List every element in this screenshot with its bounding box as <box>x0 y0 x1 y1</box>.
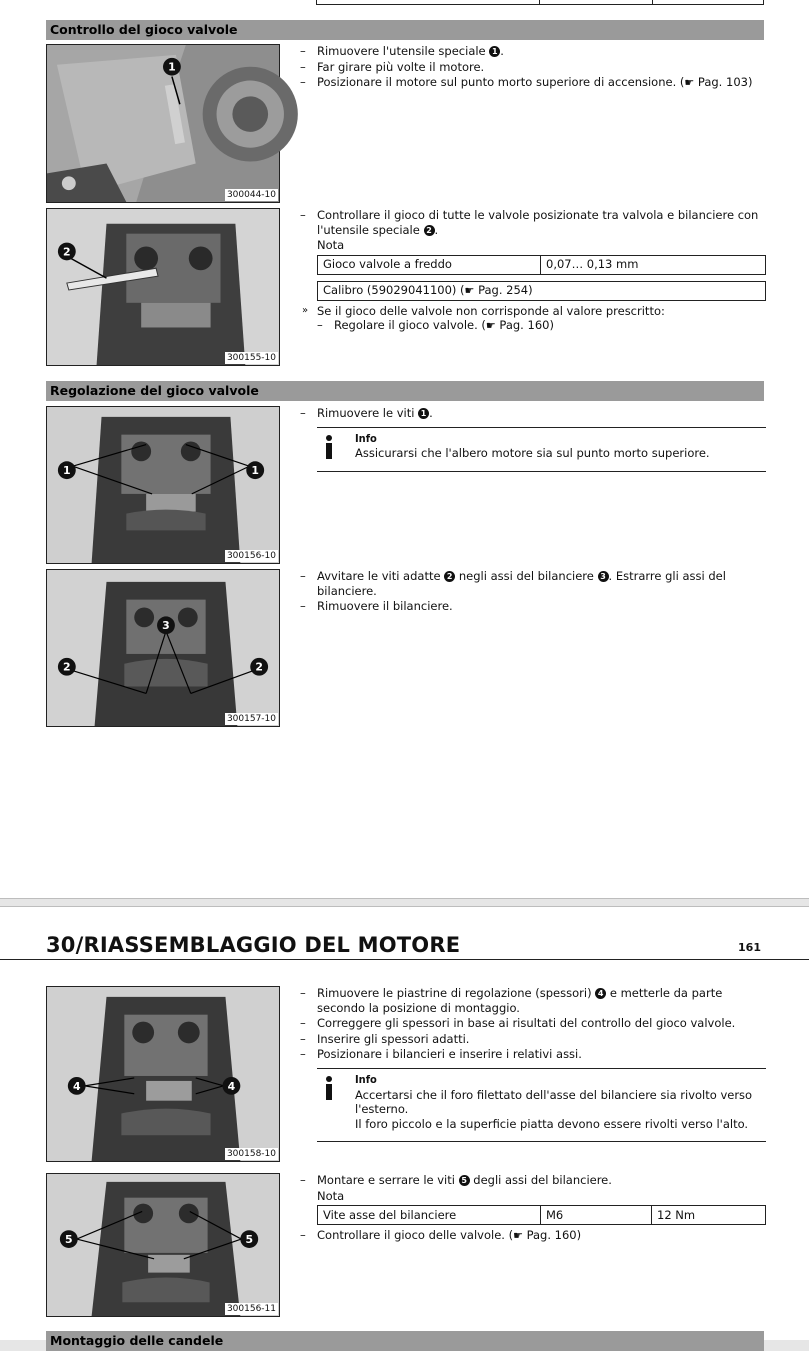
marker-2-icon: 2 <box>424 225 435 236</box>
page-ref: Pag. 160) <box>499 318 554 333</box>
marker-5-icon: 5 <box>459 1175 470 1186</box>
page-ref: Pag. 254) <box>478 282 533 297</box>
previous-table-remnant <box>316 0 764 5</box>
page-number: 161 <box>738 941 761 954</box>
pointing-hand-icon: ☛ <box>464 283 475 297</box>
title-rule <box>0 959 809 960</box>
svg-text:4: 4 <box>72 1079 81 1093</box>
step-text: degli assi del bilanciere. <box>473 1173 612 1187</box>
step-text: – Posizionare i bilancieri e inserire i relativi assi. <box>300 1047 766 1062</box>
info-heading: Info <box>355 431 377 445</box>
marker-3-icon: 3 <box>598 571 609 582</box>
marker-2-icon: 2 <box>444 571 455 582</box>
steps-block-4 <box>300 569 766 615</box>
page-ref: Pag. 103) <box>697 75 753 90</box>
marker-1: 1 <box>168 60 176 74</box>
photo-code: 300156-11 <box>226 1304 276 1314</box>
page-161 <box>0 906 809 1348</box>
photo-rocker-shafts <box>46 569 280 727</box>
spec-thread: M6 <box>541 1206 652 1225</box>
steps-block-1: – Rimuovere l'utensile speciale 1 . – Far girare più volte il motore. – Posizionare il motore sul punto morto superiore di accensione. (☛ Pag. 103) <box>300 44 766 92</box>
svg-text:2: 2 <box>63 245 71 259</box>
info-text: Il foro piccolo e la superficie piatta devono essere rivolti verso l'alto. <box>355 1116 749 1131</box>
tool-name: Calibro (59029041100) ( <box>323 282 465 297</box>
section-title-check: Controllo del gioco valvole <box>46 20 764 40</box>
section-title-next: Montaggio delle candele <box>46 1331 764 1351</box>
info-heading: Info <box>355 1072 377 1086</box>
svg-text:5: 5 <box>245 1233 254 1247</box>
svg-text:2: 2 <box>63 660 71 674</box>
step-text: Rimuovere l'utensile speciale <box>317 44 486 58</box>
step-text: – Rimuovere il bilanciere. <box>300 599 766 614</box>
step-text: Posizionare il motore sul punto morto superiore di accensione. ( <box>317 75 685 90</box>
section-title-adjust: Regolazione del gioco valvole <box>46 381 764 401</box>
step-text: – Correggere gli spessori in base ai risultati del controllo del gioco valvole. <box>300 1016 766 1031</box>
steps-block-2: – Controllare il gioco di tutte le valvole posizionate tra valvola e bilanciere con l'utensile speciale 2 . Nota Gioco valvole a freddo 0,07… 0,13 mm Calibro (59029041100) (☛ Pag. 254) » Se il gioco delle valvole non corrisponde al valore prescritto: – Regolare il gioco valvole. (☛ Pag. 160) <box>300 208 766 334</box>
steps-block-5 <box>300 986 766 1142</box>
step-text: Regolare il gioco valvole. ( <box>334 318 486 333</box>
svg-text:1: 1 <box>63 464 71 478</box>
spec-torque: 12 Nm <box>652 1206 766 1225</box>
pointing-hand-icon: ☛ <box>485 319 496 333</box>
step-text: negli assi del bilanciere <box>458 569 594 583</box>
spec-table-torque <box>317 1205 766 1225</box>
info-icon <box>320 434 338 460</box>
photo-code: 300157-10 <box>226 714 276 724</box>
info-box <box>317 1068 766 1142</box>
marker-1-icon: 1 <box>418 408 429 419</box>
condition-text: » Se il gioco delle valvole non corrisponde al valore prescritto: <box>300 304 766 319</box>
step-text: Controllare il gioco delle valvole. ( <box>317 1228 514 1243</box>
spec-label: Gioco valvole a freddo <box>318 255 541 274</box>
step-text: Controllare il gioco di tutte le valvole posizionate tra valvola e bilanciere con l'utensile speciale <box>317 208 759 237</box>
spec-label: Vite asse del bilanciere <box>318 1206 541 1225</box>
pointing-hand-icon: ☛ <box>513 1229 523 1243</box>
svg-text:5: 5 <box>65 1233 73 1247</box>
marker-4-icon: 4 <box>595 988 606 999</box>
photo-rocker-shaft-screws <box>46 1173 280 1317</box>
svg-text:4: 4 <box>227 1079 236 1093</box>
steps-block-6 <box>300 1173 766 1245</box>
photo-valve-check <box>46 208 280 366</box>
step-text: . Estrarre gli assi del bilanciere. <box>317 569 726 598</box>
svg-text:2: 2 <box>255 660 263 674</box>
svg-text:1: 1 <box>251 464 260 478</box>
pointing-hand-icon: ☛ <box>684 76 695 90</box>
photo-engine-cover <box>46 44 280 203</box>
photo-code: 300044-10 <box>226 190 276 200</box>
step-text: Rimuovere le viti <box>317 406 415 420</box>
page-title: 30/RIASSEMBLAGGIO DEL MOTORE <box>46 933 461 957</box>
info-text: Accertarsi che il foro filettato dell'asse del bilanciere sia rivolto verso l'esterno. <box>355 1087 753 1117</box>
step-text: e metterle da parte secondo la posizione di montaggio. <box>317 986 723 1015</box>
note-label: Nota <box>317 1188 345 1203</box>
step-text: Avvitare le viti adatte <box>317 569 441 583</box>
photo-rocker-screws <box>46 406 280 564</box>
step-text: – Inserire gli spessori adatti. <box>300 1032 766 1047</box>
photo-code: 300158-10 <box>226 1149 276 1159</box>
tool-table <box>317 281 766 301</box>
info-box <box>317 427 766 472</box>
svg-text:3: 3 <box>162 619 170 633</box>
spec-table-valve-clearance <box>317 255 766 275</box>
step-text: Rimuovere le piastrine di regolazione (spessori) <box>317 986 592 1000</box>
info-icon <box>320 1075 338 1101</box>
photo-code: 300156-10 <box>226 551 276 561</box>
marker-1-icon: 1 <box>489 46 500 57</box>
info-text: Assicurarsi che l'albero motore sia sul punto morto superiore. <box>355 446 710 461</box>
note-label: Nota <box>317 238 345 253</box>
steps-block-3: – Rimuovere le viti 1 . Info Assicurarsi che l'albero motore sia sul punto morto superiore. <box>300 406 766 472</box>
photo-shims <box>46 986 280 1162</box>
page-ref: Pag. 160) <box>526 1228 582 1243</box>
spec-value: 0,07… 0,13 mm <box>541 255 766 274</box>
photo-code: 300155-10 <box>226 353 276 363</box>
step-text: – Far girare più volte il motore. <box>300 60 766 75</box>
step-text: Montare e serrare le viti <box>317 1173 455 1187</box>
